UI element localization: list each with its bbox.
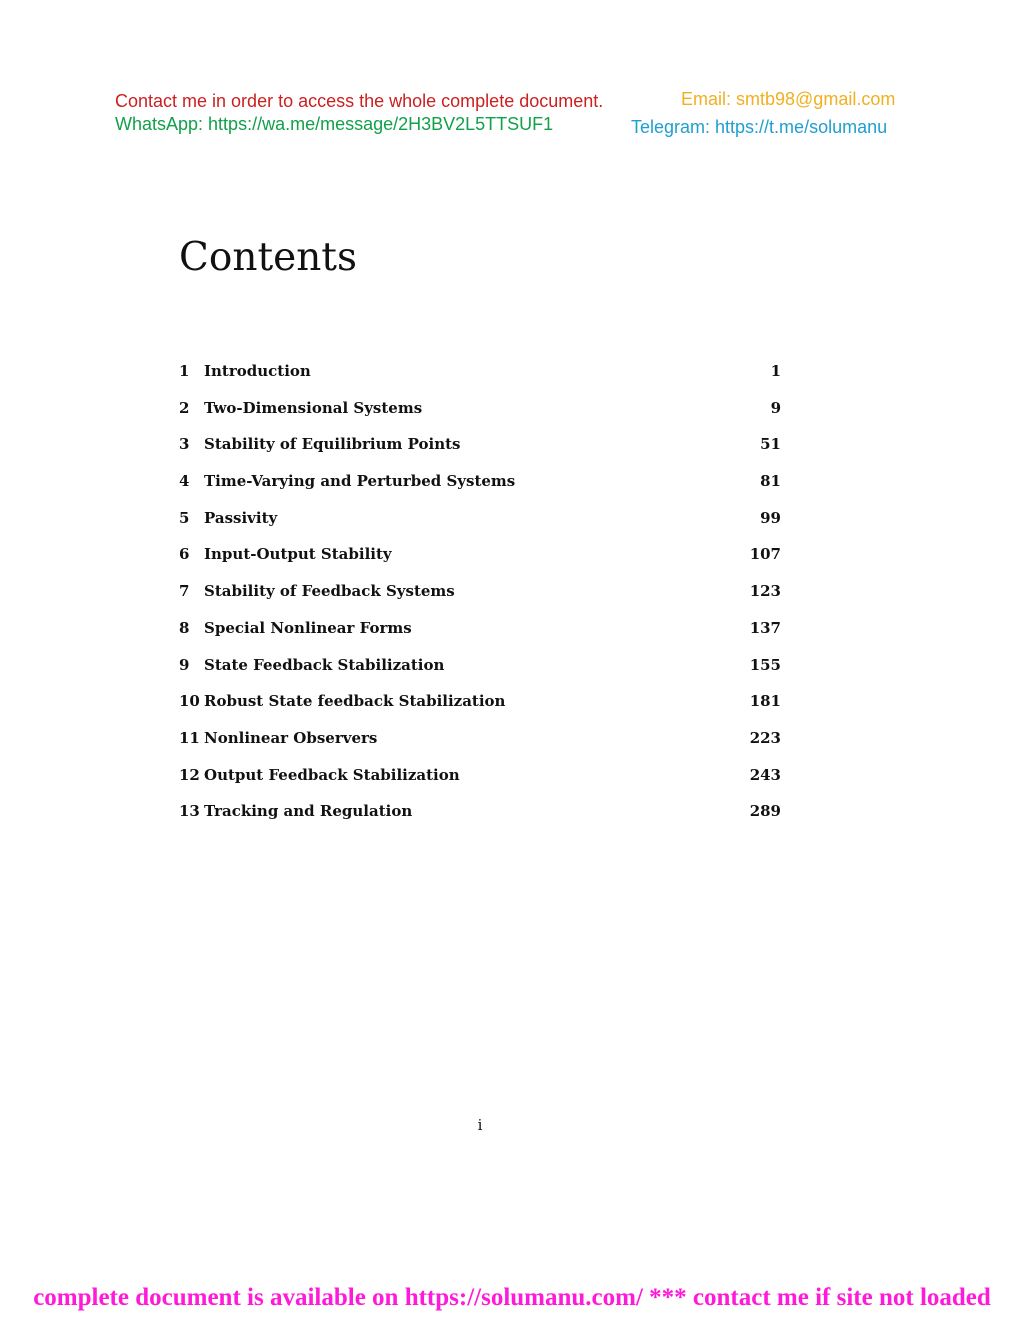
chapter-page: 99 [760, 508, 781, 527]
chapter-number: 7 [179, 582, 190, 601]
chapter-number: 10 [179, 692, 200, 711]
chapter-page: 223 [749, 728, 781, 747]
chapter-page: 9 [770, 398, 781, 417]
toc-entry[interactable] [179, 545, 781, 582]
toc-entry[interactable] [179, 362, 781, 399]
toc-entry[interactable] [179, 729, 781, 766]
toc-entry[interactable] [179, 435, 781, 472]
chapter-title: Tracking and Regulation [204, 802, 413, 821]
chapter-title: Passivity [204, 508, 278, 527]
chapter-page: 81 [760, 472, 781, 491]
chapter-title: Output Feedback Stabilization [204, 765, 460, 784]
whatsapp-link[interactable]: WhatsApp: https://wa.me/message/2H3BV2L5TTSUF1 [115, 114, 554, 134]
chapter-title: Stability of Feedback Systems [204, 582, 455, 601]
chapter-page: 1 [770, 362, 781, 380]
chapter-number: 11 [179, 728, 200, 747]
toc-entry[interactable] [179, 509, 781, 546]
toc-entry[interactable] [179, 692, 781, 729]
chapter-page: 181 [749, 692, 781, 711]
chapter-page: 155 [749, 655, 781, 674]
chapter-title: Time-Varying and Perturbed Systems [204, 472, 516, 491]
chapter-number: 2 [179, 398, 190, 417]
chapter-number: 9 [179, 655, 190, 674]
chapter-number: 1 [179, 362, 190, 380]
chapter-title: Two-Dimensional Systems [204, 398, 423, 417]
toc-entry[interactable] [179, 619, 781, 656]
telegram-link[interactable]: Telegram: https://t.me/solumanu [631, 117, 888, 137]
chapter-title: Introduction [204, 362, 311, 380]
toc-entry[interactable] [179, 399, 781, 436]
chapter-number: 13 [179, 802, 200, 821]
chapter-page: 137 [749, 618, 781, 637]
chapter-number: 8 [179, 618, 190, 637]
chapter-number: 6 [179, 545, 190, 564]
chapter-title: Special Nonlinear Forms [204, 618, 412, 637]
chapter-title: Nonlinear Observers [204, 728, 378, 747]
chapter-page: 243 [749, 765, 781, 784]
chapter-number: 12 [179, 765, 200, 784]
toc-entry[interactable] [179, 766, 781, 803]
chapter-number: 4 [179, 472, 190, 491]
email-link[interactable]: Email: smtb98@gmail.com [681, 89, 896, 109]
footer-banner[interactable]: complete document is available on https://solumanu.com/ *** contact me if site not loaded [33, 1284, 991, 1311]
toc-entry[interactable] [179, 802, 781, 839]
chapter-title: State Feedback Stabilization [204, 655, 445, 674]
toc-entry[interactable] [179, 582, 781, 619]
page-title: Contents [179, 235, 357, 280]
toc-entry[interactable] [179, 656, 781, 693]
chapter-number: 3 [179, 435, 190, 454]
toc-entry[interactable] [179, 472, 781, 509]
chapter-title: Input-Output Stability [204, 545, 392, 564]
chapter-title: Robust State feedback Stabilization [204, 692, 506, 711]
contact-message: Contact me in order to access the whole complete document. [115, 91, 604, 111]
chapter-page: 51 [760, 435, 781, 454]
chapter-title: Stability of Equilibrium Points [204, 435, 461, 454]
chapter-page: 289 [749, 802, 781, 821]
chapter-page: 123 [749, 582, 781, 601]
chapter-page: 107 [749, 545, 781, 564]
chapter-number: 5 [179, 508, 190, 527]
table-of-contents [179, 362, 781, 839]
page-number: i [477, 1116, 483, 1134]
